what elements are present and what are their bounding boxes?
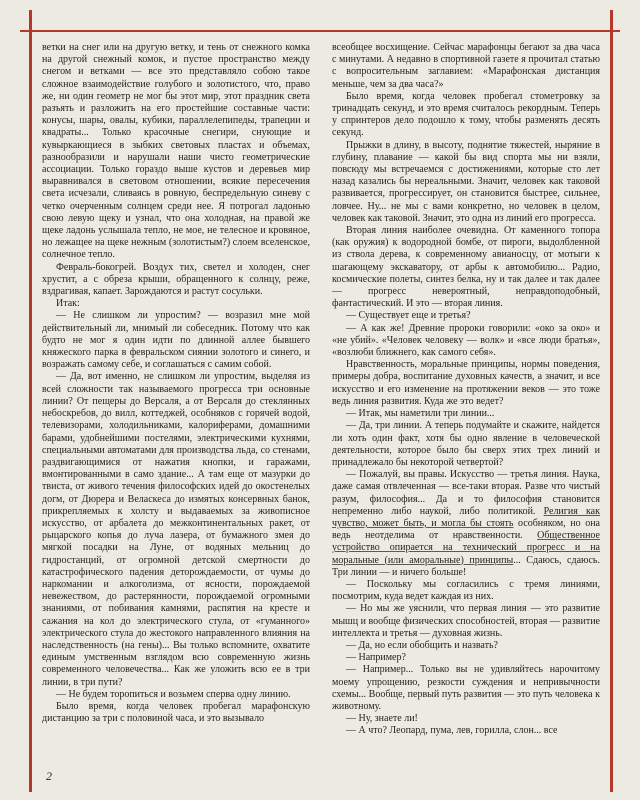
- paragraph: Прыжки в длину, в высоту, поднятие тяжестей, ныряние в глубину, плавание — какой бы вид спорта мы ни взяли, повсюду мы встречаемся с достижениями, которые сто лет назад казались бы нереальными. Значит, человек как таковой развивается, прогрессирует, он становится быстрее, сильнее, ловчее. Ну... не мы с вами конкретно, но человек в целом, человек как таковой. Значит, это одна из линий его прогресса.: [332, 139, 600, 224]
- left-column: [42, 42, 310, 768]
- paragraph: — Существует еще и третья?: [346, 310, 471, 322]
- paragraph: — Да, три линии. А теперь подумайте и скажите, найдется ли хоть один факт, хотя бы одно явление в человеческой деятельности, которое было бы сверх этих трех линий и принадлежало бы некоторой четвертой?: [332, 420, 600, 468]
- paragraph: ветки на снег или на другую ветку, и тень от снежного комка на другой снежный комок, и пустое пространство между снегом и ветками — все это представляло собою такое сложное взаимодействие голубого и золотистого, что, право же, ни один геометр не мог бы этот мир, этот праздник света разъять и разложить на его простейшие составные части: конусы, шары, овалы, кубики, параллелепипеды, трапеции и квадраты... Только красочные снегири, снующие и кувыркающиеся в зыбких световых пластах и объемах, разнообразили и нарушали наши чисто геометрические ассоциации. Только гораздо выше кустов и деревьев мир выравнивался в световом отношении, всякие пересечения света исчезали, сливаясь в ровную, беспредельную синеву с четко очерченным солнцем среди нее. Я потрогал ладонью свою левую щеку и узнал, что она холодная, на правой же щеке ладонь услышала тепло, не мое, не телесное и кровяное, но лежащее на щеке нежным (золотистым?) слоем вселенское, солнечное тепло.: [42, 42, 310, 261]
- paragraph: Итак:: [56, 298, 80, 310]
- paragraph-text: особняком, но она ведь неотделима от нравственности.: [332, 517, 600, 542]
- frame-rule-right: [610, 10, 613, 792]
- right-column: [332, 42, 600, 768]
- paragraph: — Например?: [346, 652, 406, 664]
- paragraph: Было время, когда человек пробегал марафонскую дистанцию за три с половиной часа, и это вызывало: [42, 700, 310, 725]
- paragraph: Вторая линия наиболее очевидна. От каменного топора (как оружия) к водородной бомбе, от пироги, выдолбленной из ствола дерева, к современному авианосцу, от мотыги к шагающему экскаватору, от арбы к автомобилю... Радио, космические полеты, синтез белка, ну и так далее и так далее — прогресс невероятный, неправдоподобный, фантастический. И это — вторая линия.: [332, 225, 600, 310]
- paragraph-text: — Пожалуй, вы правы. Искусство — третья линия. Наука, даже самая отвлеченная — все-таки вторая. Разве что чистый разум, философия... Да и то философия становится непременно либо наукой, либо политикой.: [332, 469, 600, 517]
- paragraph: — Ну, знаете ли!: [346, 713, 418, 725]
- paragraph: [332, 469, 600, 579]
- paragraph: всеобщее восхищение. Сейчас марафонцы бегают за два часа с минутами. А недавно в спортивной газете я прочитал статью с вопросительным заглавием: «Марафонская дистанция меньше, чем за два часа?»: [332, 42, 600, 90]
- pen-underlined-text: Религия как чувство, может быть, и могла бы стоять: [332, 505, 600, 529]
- paragraph: Было время, когда человек пробегал стометровку за тринадцать секунд, и это время считалось рекордным. Теперь у спринтеров дело подошло к тому, чтобы разменять десять секунд.: [332, 90, 600, 139]
- frame-rule-top: [20, 30, 620, 32]
- paragraph: Нравственность, моральные принципы, нормы поведения, примеры добра, воспитание духовных качеств, а значит, и все искусство и его изменение на протяжении веков — это тоже ведь линия развития. Куда же это ведет?: [332, 359, 600, 407]
- paragraph: — Да, вот именно, не слишком ли упростим, выделяя из всей сложности так называемого прогресса три основные линии? От пещеры до Версаля, а от Версаля до стеклянных небоскребов, до вилл, коттеджей, особняков с горячей водой, телевизорами, холодильниками, калориферами, домашними барами, удобнейшими постелями, электрическими кухнями, специальными автоматами для производства льда, со стенами, раздвигающимися от нажатия кнопки, и гаражами, вмонтированными в само здание... А там еще от мазурки до твиста, от живого течения философских идей до окостенелых догм, от Дюрера и Веласкеса до измятых консервных банок, прикрепляемых к холсту и выдаваемых за живописное искусство, от арбалета до межконтинентальных ракет, от рыцарского копья до луча лазера, от бумажного змея до мягкой посадки на Луне, от водяных мельниц до гидростанций, от огромной детской смертности до катастрофического падения деторождаемости, от чумы до наркомании и алкоголизма, от ясности, порождаемой невежеством, до растерянности, порождаемой огромными знаниями, от побивания камнями, распятия на кресте и сажания на кол до электрического стула, от «гуманного» электрического стула до жестокого направленного влияния на наследственность (на гены)... Вы только вспомните, охватите единым умственным взглядом всю современную жизнь современного человечества... Как же уложить всю ее в три линии, в три пути?: [42, 371, 310, 688]
- paragraph: — Например... Только вы не удивляйтесь нарочитому моему упрощению, резкости суждения и непривычности схемы... Вообще, первый путь развития — это путь человека к животному.: [332, 664, 600, 712]
- paragraph: — А как же! Древние пророки говорили: «око за око» и «не убий». «Человек человеку — волк» и «все люди братья», «возлюби ближнего, как самого себя».: [332, 322, 600, 359]
- frame-rule-left: [29, 10, 32, 792]
- paragraph: — Поскольку мы согласились с тремя линиями, посмотрим, куда ведет каждая из них.: [332, 578, 600, 603]
- paragraph: — Да, но если обобщить и назвать?: [346, 639, 498, 651]
- paragraph: — Итак, мы наметили три линии...: [346, 408, 495, 420]
- paragraph-text: ... Сдаюсь, сдаюсь. Три линии — и ничего больше!: [332, 554, 600, 578]
- page-number: 2: [46, 769, 52, 783]
- text-columns: [42, 42, 600, 768]
- paragraph: — Но мы же уяснили, что первая линия — это развитие мышц и вообще физических способностей, вторая — развитие интеллекта и третья — духовная жизнь.: [332, 603, 600, 639]
- paragraph: — А что? Леопард, пума, лев, горилла, слон... все: [346, 725, 558, 737]
- pen-underlined-text: Общественное устройство опирается на технический прогресс и на моральные (или аморальные) принципы: [332, 530, 600, 566]
- paragraph: — Не будем торопиться и возьмем сперва одну линию.: [56, 688, 291, 700]
- paragraph: Февраль-бокогрей. Воздух тих, светел и холоден, снег хрустит, а с обреза крыши, обращенного к солнцу, реже, вздрагивая, капает. Зарождаются и растут сосульки.: [42, 261, 310, 298]
- paragraph: — Не слишком ли упростим? — возразил мне мой действительный ли, мнимый ли собеседник. Потому что как будто не мог я один идти по длинной аллее бывшего княжеского парка в февральском сиянии золотого и синего, и возражать самому себе, и соглашаться с самим собой.: [42, 310, 310, 371]
